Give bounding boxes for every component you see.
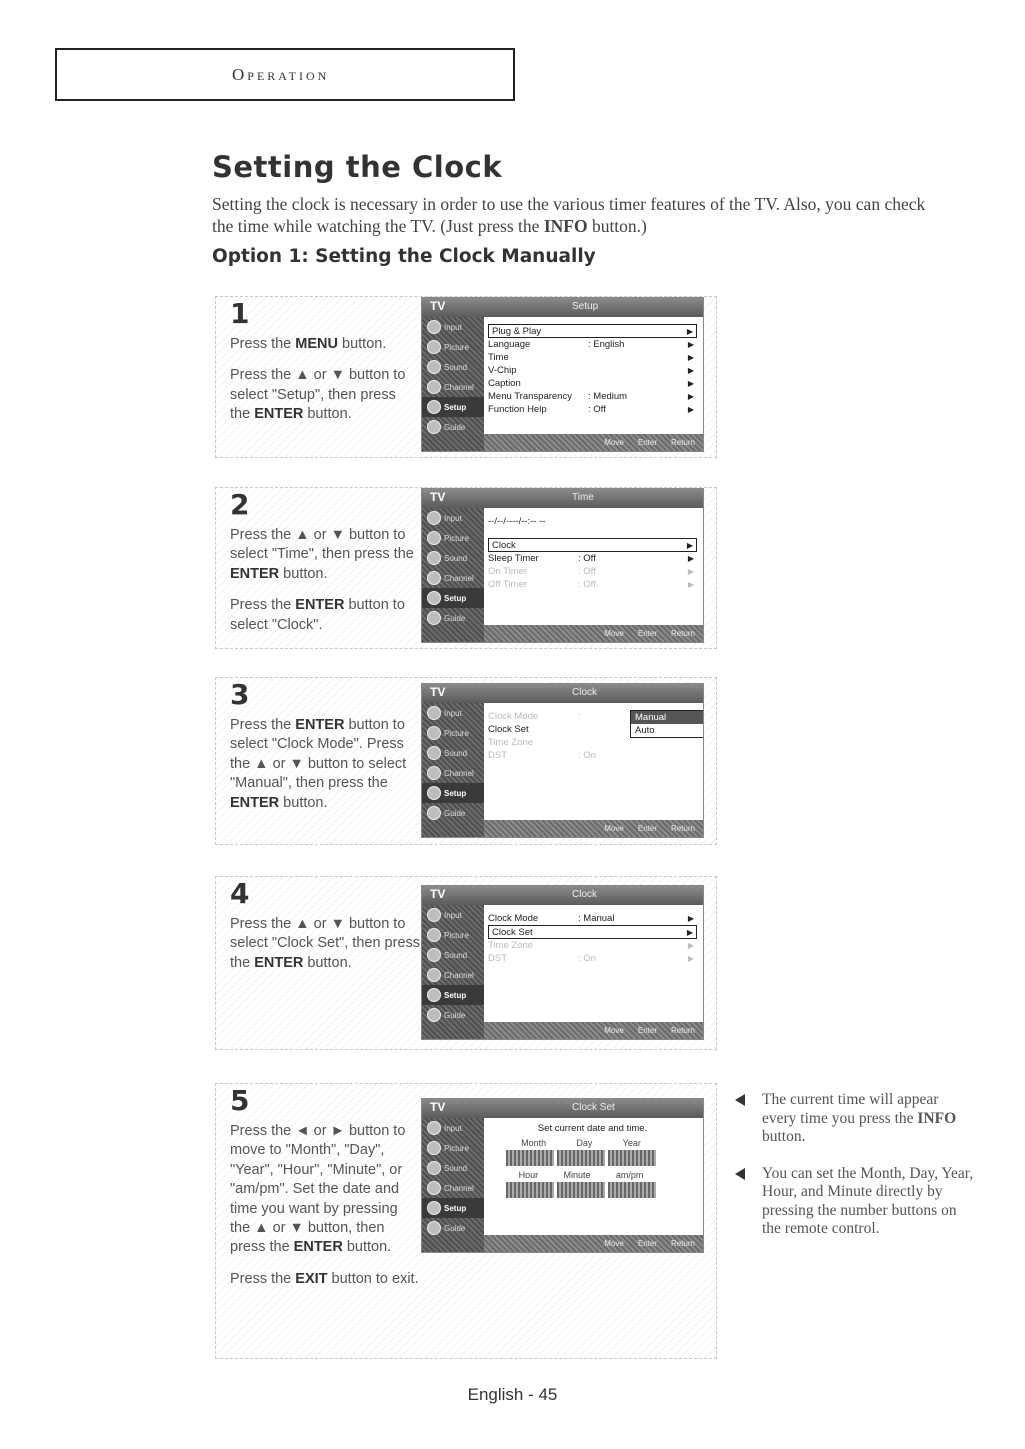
sidebar-item-sound[interactable]: Sound [422, 1158, 484, 1178]
page-number: English - 45 [467, 1385, 558, 1404]
menu-item-plug-play[interactable]: Plug & Play ▶ [488, 324, 697, 338]
menu-item-dst[interactable]: DST : On ▶ [488, 953, 694, 964]
tv-menu-sidebar [422, 508, 484, 642]
menu-title: Clock [572, 687, 598, 698]
sidebar-item-channel[interactable]: Channel [422, 763, 484, 783]
ampm-label: am/pm [615, 1170, 644, 1180]
arrow-right-icon: ▶ [687, 954, 694, 963]
sidebar-item-input[interactable]: Input [422, 905, 484, 925]
arrow-right-icon: ▶ [687, 567, 694, 576]
sidebar-item-sound[interactable]: Sound [422, 743, 484, 763]
sidebar-item-channel[interactable]: Channel [422, 1178, 484, 1198]
setup-icon [427, 988, 441, 1002]
picture-icon [427, 726, 441, 740]
step-instructions: Press the MENU button. Press the ▲ or ▼ button to select "Setup", then press the ENTER button. [230, 336, 406, 423]
sidebar-item-channel[interactable]: Channel [422, 568, 484, 588]
menu-item-off-timer[interactable]: Off Timer : Off ▶ [488, 579, 694, 590]
step-1 [215, 296, 717, 458]
enter-hint: Enter [637, 824, 657, 833]
sidebar-item-sound[interactable]: Sound [422, 357, 484, 377]
guide-icon [427, 420, 441, 434]
day-label: Day [576, 1138, 593, 1148]
guide-icon [427, 1008, 441, 1022]
sidebar-item-guide[interactable]: Guide [422, 1218, 484, 1238]
menu-item-clock-set[interactable]: Clock Set [488, 724, 529, 735]
step-number: 3 [230, 678, 250, 711]
sidebar-item-input[interactable]: Input [422, 1118, 484, 1138]
menu-item-on-timer[interactable]: On Timer : Off ▶ [488, 566, 694, 577]
sidebar-item-input[interactable]: Input [422, 508, 484, 528]
arrow-right-icon: ▶ [687, 405, 694, 414]
menu-item-clock-mode[interactable]: Clock Mode : Manual ▶ [488, 913, 694, 924]
channel-icon [427, 968, 441, 982]
enter-hint: Enter [637, 1239, 657, 1248]
tv-menu-header [422, 684, 703, 703]
setup-icon [427, 400, 441, 414]
sound-icon [427, 746, 441, 760]
picture-icon [427, 340, 441, 354]
enter-hint: Enter [637, 1026, 657, 1035]
sidebar-item-channel[interactable]: Channel [422, 965, 484, 985]
step-number: 2 [230, 488, 250, 521]
option-title: Option 1: Setting the Clock Manually [212, 246, 596, 267]
channel-icon [427, 766, 441, 780]
tv-menu-header [422, 1099, 703, 1118]
sound-icon [427, 360, 441, 374]
hour-field[interactable] [506, 1182, 554, 1198]
input-icon [427, 908, 441, 922]
step-number: 1 [230, 297, 250, 330]
sidebar-item-picture[interactable]: Picture [422, 1138, 484, 1158]
tv-menu-sidebar [422, 317, 484, 451]
arrow-right-icon: ▶ [686, 327, 693, 336]
sidebar-item-input[interactable]: Input [422, 703, 484, 723]
tv-menu-footer [484, 1235, 703, 1252]
sidebar-item-picture[interactable]: Picture [422, 337, 484, 357]
menu-item-caption[interactable]: Caption ▶ [488, 378, 694, 389]
return-hint: Return [670, 629, 695, 638]
step-number: 5 [230, 1084, 250, 1117]
enter-hint: Enter [637, 438, 657, 447]
arrow-right-icon: ▶ [687, 554, 694, 563]
tv-menu-screen [421, 297, 704, 452]
intro-paragraph [212, 193, 932, 237]
channel-icon [427, 380, 441, 394]
arrow-right-icon: ▶ [687, 392, 694, 401]
arrow-right-icon: ▶ [687, 941, 694, 950]
channel-icon [427, 571, 441, 585]
intro-text-1: Setting the clock is necessary in order to use the various timer features of the TV. Also, you can check the time while watching the TV. (Just press the [212, 194, 926, 236]
clock-set-instruction: Set current date and time. [537, 1123, 648, 1134]
input-icon [427, 1121, 441, 1135]
triangle-bullet-icon [735, 1094, 745, 1106]
menu-title: Setup [572, 301, 599, 312]
section-header-label: Operation [232, 64, 330, 84]
move-hint: Move [604, 1026, 624, 1035]
tv-menu-sidebar [422, 1118, 484, 1252]
sidebar-item-setup[interactable]: Setup [422, 1198, 484, 1218]
note-info-button: The current time will appear every time you press the INFO button. [735, 1091, 975, 1147]
intro-bold-info: INFO [543, 216, 588, 236]
tv-label: TV [430, 1100, 446, 1114]
minute-label: Minute [563, 1170, 591, 1180]
menu-item-sleep-timer[interactable]: Sleep Timer : Off ▶ [488, 553, 694, 564]
tv-menu-screen [421, 488, 704, 643]
input-icon [427, 706, 441, 720]
tv-menu-screen [421, 885, 704, 1040]
hour-label: Hour [518, 1170, 539, 1180]
sidebar-item-guide[interactable]: Guide [422, 1005, 484, 1025]
return-hint: Return [670, 824, 695, 833]
tv-menu-footer [484, 1022, 703, 1039]
menu-title: Time [572, 492, 594, 503]
arrow-right-icon: ▶ [687, 580, 694, 589]
step-3 [215, 677, 717, 845]
tv-label: TV [430, 685, 446, 699]
tv-menu-list [488, 324, 697, 416]
menu-item-menu-transparency[interactable]: Menu Transparency : Medium ▶ [488, 391, 694, 402]
arrow-right-icon: ▶ [687, 914, 694, 923]
guide-icon [427, 806, 441, 820]
menu-item-dst[interactable]: DST : On [488, 750, 596, 761]
input-icon [427, 511, 441, 525]
sidebar-item-picture[interactable]: Picture [422, 528, 484, 548]
tv-menu-list [488, 515, 697, 591]
menu-item-time-zone[interactable]: Time Zone ▶ [488, 940, 694, 951]
tv-menu-list [488, 710, 697, 762]
tv-menu-screen [421, 1098, 704, 1253]
day-field[interactable] [557, 1150, 605, 1166]
sidebar-item-sound[interactable]: Sound [422, 548, 484, 568]
section-header-box [55, 48, 515, 101]
tv-menu-sidebar [422, 905, 484, 1039]
channel-icon [427, 1181, 441, 1195]
step-instructions: Press the ENTER button to select "Clock Mode". Press the ▲ or ▼ button to select "Manual", then press the ENTER button. [230, 717, 407, 811]
tv-menu-list [488, 912, 697, 965]
sound-icon [427, 948, 441, 962]
menu-item-clock[interactable]: Clock ▶ [488, 538, 697, 552]
clock-set-panel [488, 1123, 697, 1202]
arrow-right-icon: ▶ [687, 340, 694, 349]
tv-label: TV [430, 887, 446, 901]
step-4 [215, 876, 717, 1050]
menu-item-clock-set[interactable]: Clock Set ▶ [488, 925, 697, 939]
input-icon [427, 320, 441, 334]
date-field-labels [506, 1138, 656, 1148]
menu-item-time-zone[interactable]: Time Zone [488, 737, 534, 748]
sidebar-item-setup[interactable]: Setup [422, 783, 484, 803]
intro-text-2: button.) [587, 216, 647, 236]
ampm-field[interactable] [608, 1182, 656, 1198]
dropdown-option-auto[interactable]: Auto [635, 725, 655, 736]
sidebar-item-channel[interactable]: Channel [422, 377, 484, 397]
note-number-buttons: You can set the Month, Day, Year, Hour, and Minute directly by pressing the number buttons on the remote control. [735, 1165, 975, 1239]
tv-menu-header [422, 298, 703, 317]
return-hint: Return [670, 1026, 695, 1035]
sidebar-item-guide[interactable]: Guide [422, 417, 484, 437]
setup-icon [427, 1201, 441, 1215]
tv-menu-sidebar [422, 703, 484, 837]
sidebar-item-guide[interactable]: Guide [422, 608, 484, 628]
enter-hint: Enter [637, 629, 657, 638]
sidebar-item-sound[interactable]: Sound [422, 945, 484, 965]
sidebar-item-setup[interactable]: Setup [422, 985, 484, 1005]
menu-item-clock-mode[interactable]: Clock Mode : [488, 711, 581, 722]
menu-item-vchip[interactable]: V-Chip ▶ [488, 365, 694, 376]
move-hint: Move [604, 824, 624, 833]
month-field[interactable] [506, 1150, 554, 1166]
dropdown-option-manual[interactable]: Manual [631, 711, 704, 724]
setup-icon [427, 786, 441, 800]
arrow-right-icon: ▶ [686, 541, 693, 550]
clock-set-grid [506, 1138, 656, 1198]
move-hint: Move [604, 438, 624, 447]
year-label: Year [622, 1138, 641, 1148]
time-fields [506, 1182, 656, 1198]
picture-icon [427, 1141, 441, 1155]
step-2 [215, 487, 717, 649]
step-instructions: Press the ▲ or ▼ button to select "Clock Set", then press the ENTER button. [230, 916, 421, 971]
month-label: Month [521, 1138, 547, 1148]
minute-field[interactable] [557, 1182, 605, 1198]
step-instructions: Press the ▲ or ▼ button to select "Time", then press the ENTER button. Press the ENTER button to select "Clock". [230, 527, 414, 633]
arrow-right-icon: ▶ [687, 379, 694, 388]
step-instructions: Press the ◄ or ► button to move to "Month", "Day", "Year", "Hour", "Minute", or "am/pm". Set the date and time you want by pressing the ▲ or ▼ button, then press the ENTER button. Press the EXIT button to exit. [230, 1123, 419, 1287]
setup-icon [427, 591, 441, 605]
tv-menu-header [422, 489, 703, 508]
menu-item-language[interactable]: Language : English ▶ [488, 339, 694, 350]
sidebar-item-input[interactable]: Input [422, 317, 484, 337]
move-hint: Move [604, 629, 624, 638]
sidebar-item-picture[interactable]: Picture [422, 925, 484, 945]
time-field-labels [506, 1170, 656, 1180]
year-field[interactable] [608, 1150, 656, 1166]
date-fields [506, 1150, 656, 1166]
menu-title: Clock [572, 889, 598, 900]
side-notes [735, 1091, 975, 1257]
arrow-right-icon: ▶ [686, 928, 693, 937]
tv-menu-footer [484, 820, 703, 837]
sidebar-item-picture[interactable]: Picture [422, 723, 484, 743]
sidebar-item-setup[interactable]: Setup [422, 397, 484, 417]
sound-icon [427, 1161, 441, 1175]
tv-label: TV [430, 299, 446, 313]
move-hint: Move [604, 1239, 624, 1248]
tv-menu-footer [484, 434, 703, 451]
menu-item-time[interactable]: Time ▶ [488, 352, 694, 363]
picture-icon [427, 928, 441, 942]
arrow-right-icon: ▶ [687, 366, 694, 375]
step-number: 4 [230, 877, 250, 910]
page-title: Setting the Clock [212, 150, 503, 184]
return-hint: Return [670, 438, 695, 447]
return-hint: Return [670, 1239, 695, 1248]
tv-menu-footer [484, 625, 703, 642]
tv-label: TV [430, 490, 446, 504]
picture-icon [427, 531, 441, 545]
sound-icon [427, 551, 441, 565]
sidebar-item-setup[interactable]: Setup [422, 588, 484, 608]
clock-mode-dropdown[interactable] [630, 710, 704, 738]
triangle-bullet-icon [735, 1168, 745, 1180]
time-display: --/--/----/--:-- -- [488, 516, 546, 527]
tv-menu-screen [421, 683, 704, 838]
menu-item-function-help[interactable]: Function Help : Off ▶ [488, 404, 694, 415]
tv-menu-header [422, 886, 703, 905]
sidebar-item-guide[interactable]: Guide [422, 803, 484, 823]
guide-icon [427, 611, 441, 625]
arrow-right-icon: ▶ [687, 353, 694, 362]
guide-icon [427, 1221, 441, 1235]
menu-title: Clock Set [572, 1102, 615, 1113]
step-5 [215, 1083, 717, 1359]
